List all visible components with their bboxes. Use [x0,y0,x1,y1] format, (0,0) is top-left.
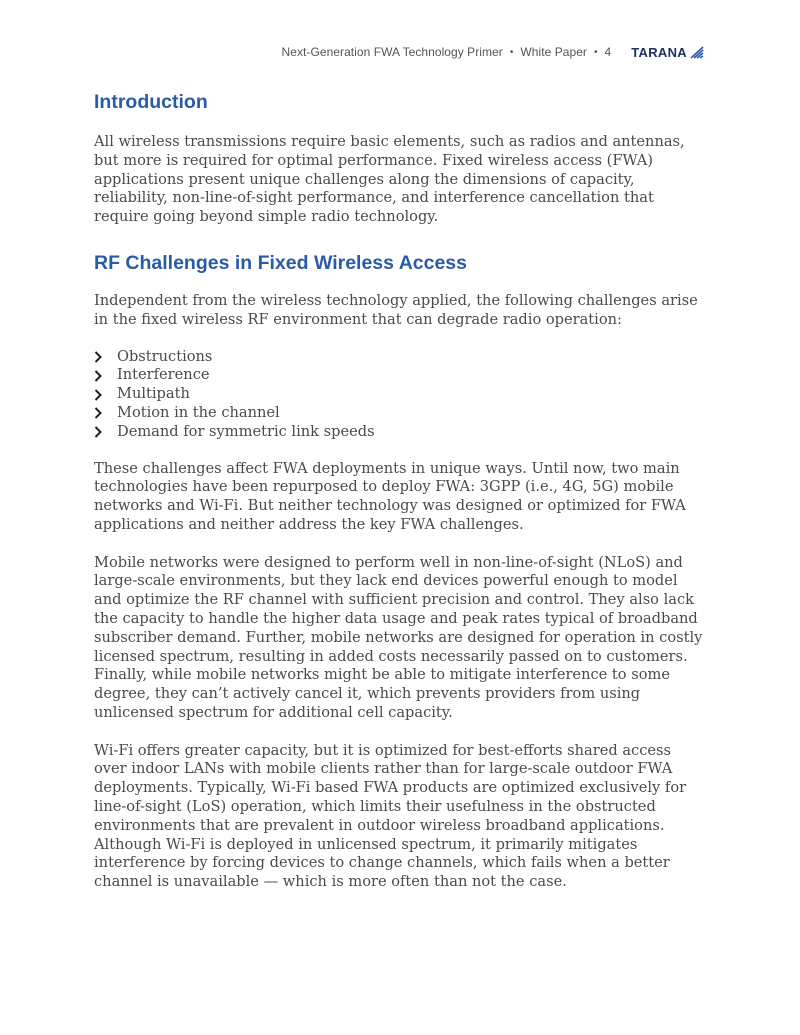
section-title-introduction: Introduction [94,91,208,113]
list-item-label: Demand for symmetric link speeds [117,422,375,440]
list-item [94,404,708,423]
page-number: 4 [604,45,612,59]
rf-challenges-intro: Independent from the wireless technology applied, the following challenges arise in the fixed wireless RF environment that can degrade radio operation: [94,291,698,328]
introduction-paragraph: All wireless transmissions require basic elements, such as radios and antennas, but more is required for optimal performance. Fixed wireless access (FWA) applications present unique challenges along the dimensions of capacity, reliability, non-line-of-sight performance, and interference cancellation that require going beyond simple radio technology. [94,133,685,226]
document-title: Next-Generation FWA Technology Primer [281,45,503,59]
list-item [94,366,708,385]
list-item-label: Obstructions [117,347,213,365]
chevron-right-icon [94,351,117,363]
list-item [94,348,708,367]
chevron-right-icon [94,370,117,382]
list-item-label: Motion in the channel [117,403,280,421]
logo-mark-icon [690,46,704,59]
header-separator: • [509,46,514,58]
chevron-right-icon [94,407,117,419]
list-item-label: Multipath [117,385,190,403]
body-paragraph: Wi-Fi offers greater capacity, but it is optimized for best-efforts shared access over indoor LANs with mobile clients rather than for large-scale outdoor FWA deployments. Typically, Wi-Fi based FWA products are optimized exclusively for line-of-sight (LoS) operation, which limits their usefulness in the obstructed environments that are prevalent in outdoor wireless broadband applications. Although Wi-Fi is deployed in unlicensed spectrum, it primarily mitigates interference by forcing devices to change channels, which fails when a better channel is unavailable — which is more often than not the case. [94,741,687,891]
list-item [94,423,708,442]
list-item [94,385,708,404]
page-header [282,43,704,61]
header-separator: • [593,46,598,58]
chevron-right-icon [94,426,117,438]
body-paragraph: Mobile networks were designed to perform well in non-line-of-sight (NLoS) and large-scale environments, but they lack end devices powerful enough to model and optimize the RF channel with sufficient precision and control. They also lack the capacity to handle the higher data usage and peak rates typical of broadband subscriber demand. Further, mobile networks are designed for operation in costly licensed spectrum, resulting in added costs necessarily passed on to customers. Finally, while mobile networks might be able to mitigate interference to some degree, they can’t actively cancel it, which prevents providers from using unlicensed spectrum for additional cell capacity. [94,553,703,721]
document-type: White Paper [520,45,587,59]
body-paragraph: These challenges affect FWA deployments in unique ways. Until now, two main technologies have been repurposed to deploy FWA: 3GPP (i.e., 4G, 5G) mobile networks and Wi-Fi. But neither technology was designed or optimized for FWA applications and neither address the key FWA challenges. [94,459,686,533]
chevron-right-icon [94,389,117,401]
document-body [94,88,708,892]
tarana-logo [631,45,704,60]
challenges-list [94,348,708,442]
section-title-rf-challenges: RF Challenges in Fixed Wireless Access [94,251,467,274]
logo-wordmark: TARANA [631,44,687,60]
list-item-label: Interference [117,366,210,384]
